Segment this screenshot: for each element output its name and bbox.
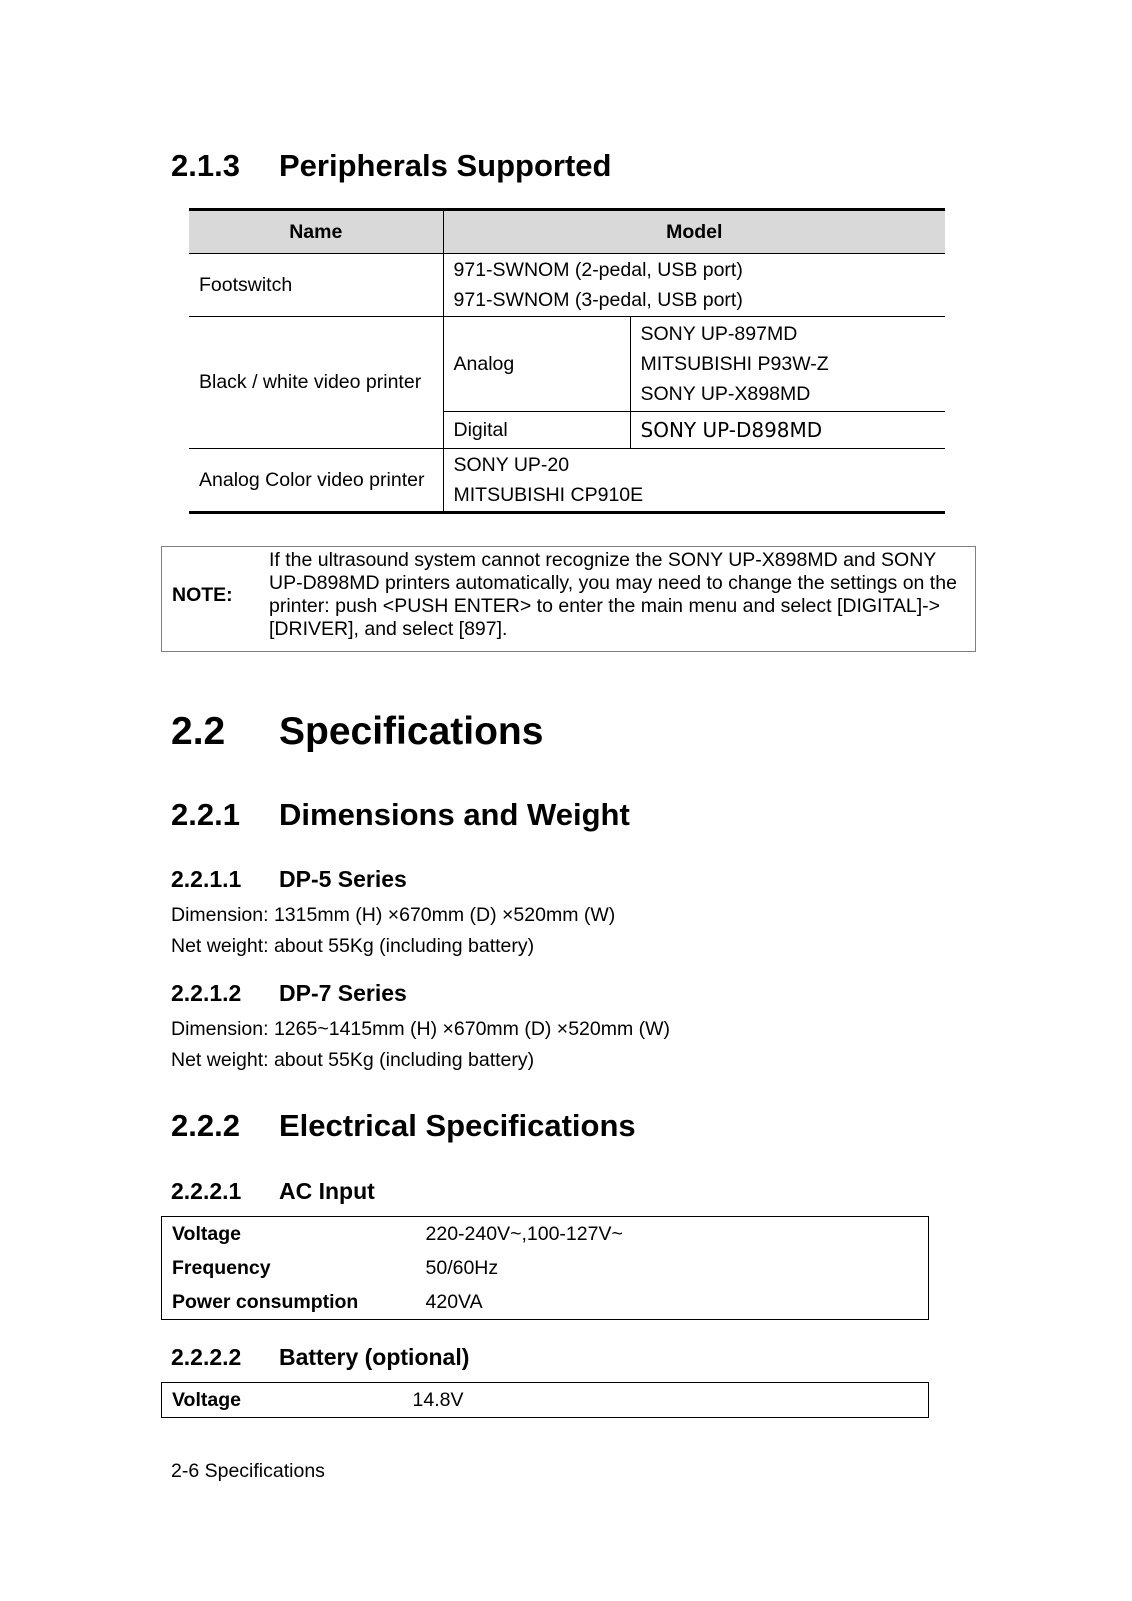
spec-value: 50/60Hz xyxy=(425,1256,499,1279)
section-number: 2.1.3 xyxy=(171,148,240,183)
section-number: 2.2.2 xyxy=(171,1108,240,1143)
color-printer-models xyxy=(443,449,945,513)
digital-model: SONY UP-D898MD xyxy=(630,412,945,449)
digital-label: Digital xyxy=(443,412,630,449)
section-number: 2.2.1.1 xyxy=(171,866,242,892)
section-heading-2-2-2-2 xyxy=(171,1344,469,1371)
spec-key: Voltage xyxy=(172,1388,241,1411)
section-number: 2.2 xyxy=(171,710,226,753)
spec-value: 14.8V xyxy=(412,1388,464,1411)
table-row xyxy=(162,1251,929,1285)
note-text: If the ultrasound system cannot recognize the SONY UP-X898MD and SONY UP-D898MD printers automatically, you may need to change the settings on the printer: push <PUSH ENTER> to enter the main menu and select [DIGITAL]->[DRIVER], and select [897]. xyxy=(269,549,957,640)
section-number: 2.2.2.1 xyxy=(171,1178,242,1204)
dimension-text: Dimension: 1265~1415mm (H) ×670mm (D) ×520mm (W) xyxy=(171,1018,671,1040)
section-title: Dimensions and Weight xyxy=(279,797,630,832)
section-title: Specifications xyxy=(279,710,544,753)
table-row xyxy=(189,449,945,513)
section-title: DP-5 Series xyxy=(279,866,407,892)
table-row xyxy=(189,317,945,412)
dimension-text: Dimension: 1315mm (H) ×670mm (D) ×520mm (W) xyxy=(171,904,616,926)
spec-key: Frequency xyxy=(172,1256,271,1279)
row-name-bw-printer: Black / white video printer xyxy=(189,317,443,449)
row-name-footswitch: Footswitch xyxy=(189,254,443,317)
model-text: SONY UP-897MD xyxy=(640,323,798,345)
model-text: MITSUBISHI P93W-Z xyxy=(640,353,829,375)
section-heading-2-1-3 xyxy=(171,148,611,184)
page-footer: 2-6 Specifications xyxy=(171,1460,325,1482)
battery-table xyxy=(161,1382,929,1418)
spec-value: 220-240V~,100-127V~ xyxy=(425,1222,623,1245)
table-row xyxy=(162,1285,929,1320)
section-number: 2.2.2.2 xyxy=(171,1344,242,1370)
section-heading-2-2-1 xyxy=(171,797,630,833)
section-title: Battery (optional) xyxy=(279,1344,470,1370)
section-heading-2-2-2-1 xyxy=(171,1178,375,1205)
model-text: SONY UP-20 xyxy=(453,454,570,476)
table-header-row xyxy=(189,210,945,254)
weight-text: Net weight: about 55Kg (including battery) xyxy=(171,1049,535,1071)
column-header-model: Model xyxy=(443,210,945,254)
note-box xyxy=(161,546,976,652)
section-title: DP-7 Series xyxy=(279,980,407,1006)
ac-input-table xyxy=(161,1216,929,1320)
table-row xyxy=(189,254,945,317)
table-row xyxy=(162,1217,929,1252)
analog-models xyxy=(630,317,945,412)
weight-text: Net weight: about 55Kg (including battery) xyxy=(171,935,535,957)
model-text: SONY UP-X898MD xyxy=(640,383,811,405)
spec-key: Voltage xyxy=(172,1222,241,1245)
section-number: 2.2.1 xyxy=(171,797,240,832)
section-number: 2.2.1.2 xyxy=(171,980,242,1006)
row-name-color-printer: Analog Color video printer xyxy=(189,449,443,513)
spec-key: Power consumption xyxy=(172,1290,359,1313)
column-header-name: Name xyxy=(189,210,443,254)
analog-label: Analog xyxy=(443,317,630,412)
section-title: Peripherals Supported xyxy=(279,148,612,183)
section-heading-2-2-2 xyxy=(171,1108,636,1144)
section-title: Electrical Specifications xyxy=(279,1108,636,1143)
section-heading-2-2-1-1 xyxy=(171,866,407,893)
section-heading-2-2-1-2 xyxy=(171,980,407,1007)
model-text: 971-SWNOM (2-pedal, USB port) xyxy=(453,259,743,281)
model-text: MITSUBISHI CP910E xyxy=(453,484,644,506)
peripherals-table xyxy=(189,208,945,514)
model-text: 971-SWNOM (3-pedal, USB port) xyxy=(453,289,743,311)
section-title: AC Input xyxy=(279,1178,375,1204)
spec-value: 420VA xyxy=(425,1290,483,1313)
section-heading-2-2 xyxy=(171,710,543,754)
note-label: NOTE: xyxy=(172,584,233,606)
table-row xyxy=(162,1383,929,1418)
footswitch-models xyxy=(443,254,945,317)
